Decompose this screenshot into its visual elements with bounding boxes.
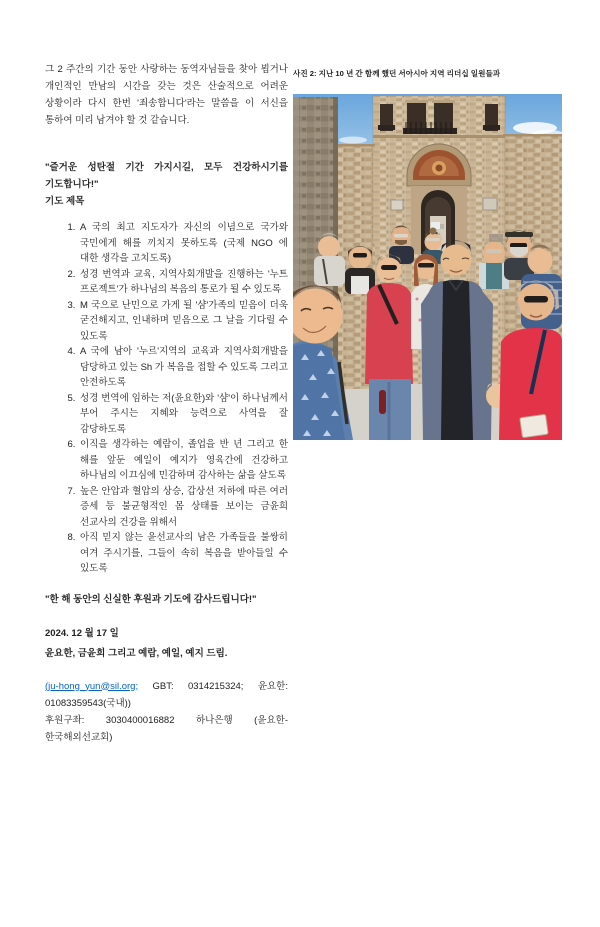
letter-body	[45, 61, 288, 746]
photo-column	[293, 68, 562, 440]
prayer-item-1: 1. A 국의 최고 지도자가 자신의 이념으로 국가와 국민에게 해를 끼치지 못하도록 (국제 NGO 에 대한 생각을 고치도록)	[78, 220, 288, 267]
prayer-item-3: 3. M 국으로 난민으로 가게 될 '샴'가족의 믿음이 더욱 굳건해지고, 인내하며 믿음으로 그 날을 기다릴 수 있도록	[78, 298, 288, 345]
contact-rest: GBT: 0314215324; 윤요한: 01083359543(국내))	[45, 680, 288, 709]
papers	[520, 414, 549, 437]
prayer-item-4: 4. A 국에 남아 '누르'지역의 교육과 지역사회개발을 담당하고 있는 Sh 가 복음을 접할 수 있도록 그리고 안전하도록	[78, 344, 288, 391]
prayer-item-8: 8. 아직 믿지 않는 윤선교사의 남은 가족들을 불쌍히 여겨 주시기를, 그들이 속히 복음을 받아들일 수 있도록	[78, 530, 288, 577]
prayer-item-5: 5. 성경 번역에 임하는 저(윤요한)와 '샴'이 하나님께서 부어 주시는 지혜와 능력으로 사역을 잘 감당하도록	[78, 391, 288, 438]
water-bottle	[379, 390, 386, 414]
date-line: 2024. 12 월 17 일	[45, 627, 119, 639]
prayer-item-7: 7. 높은 안압과 혈압의 상승, 갑상선 저하에 따른 여러 증세 등 불균형적인 몸 상태를 보이는 금윤희 선교사의 건강을 위해서	[78, 484, 288, 531]
graffiti	[489, 234, 503, 242]
closing-line: 윤요한, 금윤희 그리고 예람, 예일, 예지 드림.	[45, 647, 228, 659]
group-photo	[293, 94, 562, 440]
prayer-heading: 기도 제목	[45, 196, 85, 207]
group-people	[293, 226, 562, 441]
account-line: 후원구좌: 3030400016882 하나은행 (윤요한-한국해외선교회)	[45, 714, 288, 743]
contact-line	[45, 678, 288, 712]
thanks-line: "한 해 동안의 신실한 후원과 기도에 감사드립니다!"	[45, 593, 257, 605]
christmas-greeting: "즐거운 성탄절 기간 가지시길, 모두 건강하시기를 기도합니다!"	[45, 162, 288, 190]
prayer-item-2: 2. 성경 번역과 교육, 지역사회개발을 진행하는 '누트 프로젝트'가 하나님의 복음의 통로가 될 수 있도록	[78, 267, 288, 298]
group-photo-illustration	[293, 94, 562, 440]
email-link[interactable]: (ju-hong_yun@sil.org;	[45, 680, 139, 692]
right-plaque	[483, 198, 497, 210]
prayer-item-6: 6. 이직을 생각하는 예람이, 졸업을 반 년 그리고 한 해를 앞둔 예일이 예지가 영육간에 건강하고 하나님의 이끄심에 민감하며 감사하는 삶을 살도록	[78, 437, 288, 484]
intro-paragraph: 그 2 주간의 기간 동안 사랑하는 동역자님들을 찾아 뵙거나 개인적인 만남의 시간을 갖는 것은 산술적으로 어려운 상황이라 다시 한번 '죄송합니다'라는 말씀을 이 서신을 통하여 미리 남겨야 할 것 같습니다.	[45, 64, 288, 126]
prayer-list	[45, 220, 288, 577]
left-plaque	[391, 200, 403, 210]
photo-caption: 사진 2: 지난 10 년 간 함께 했던 서아시아 지역 리더십 일원들과	[293, 69, 501, 78]
